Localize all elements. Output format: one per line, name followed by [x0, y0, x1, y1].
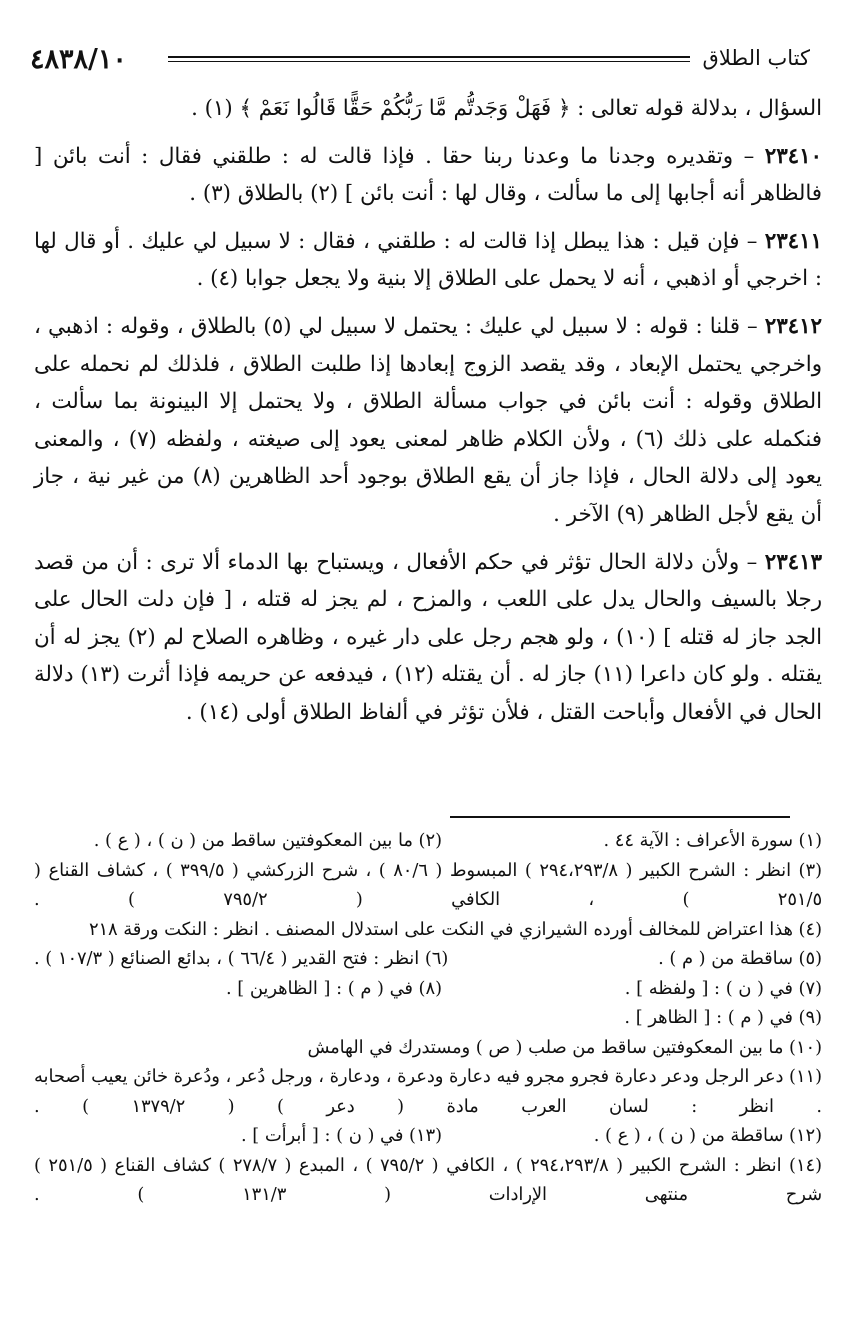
footnote-row — [34, 1121, 822, 1151]
paragraph-text: – قلنا : قوله : لا سبيل لي عليك : يحتمل لا سبيل لي (٥) بالطلاق ، وقوله : اذهبي ، واخرجي يحتمل الإبعاد ، وقد يقصد الزوج إبعادها إذا طلبت الطلاق ، فلذلك لم نحمله على الطلاق وقوله : أنت بائن في جواب مسألة الطلاق ، ولا يحتمل إلا البينونة بما سألت ، فنكمله على ذلك (٦) ، ولأن الكلام ظاهر لمعنى يعود إلى صيغته ، ولفظه (٧) ، والمعنى يعود إلى دلالة الحال ، فإذا جاز أن يقع الطلاق بوجود أحد الظاهرين (٨) من غير نية ، جاز أن يقع لأجل الظاهر (٩) الآخر . — [34, 313, 822, 527]
footnote-4: (٤) هذا اعتراض للمخالف أورده الشيرازي في النكت على استدلال المصنف . انظر : النكت ورقة ٢١٨ — [88, 918, 822, 940]
footnote-row — [34, 826, 822, 856]
paragraph-number: ٢٣٤١٠ — [764, 143, 822, 169]
footnote-9: (٩) في ( م ) : [ الظاهر ] . — [624, 1007, 822, 1028]
footnote-row — [34, 974, 822, 1004]
main-text — [34, 90, 822, 732]
footnote-14: (١٤) انظر : الشرح الكبير ( ٢٩٤،٢٩٣/٨ ) ، الكافي ( ٧٩٥/٢ ) ، المبدع ( ٢٧٨/٧ ) كشاف القناع ( ٢٥١/٥ ) شرح منتهى الإرادات ( ١٣١/٣ ) . — [34, 1154, 822, 1205]
footnote-12: (١٢) ساقطة من ( ن ) ، ( ع ) . — [593, 1125, 822, 1146]
footnotes — [34, 826, 822, 1210]
paragraph-text: – ولأن دلالة الحال تؤثر في حكم الأفعال ، ويستباح بها الدماء ألا ترى : أن من قصد رجلا بالسيف والحال يدل على اللعب ، والمزح ، لم يجز له قتله ، [ فإن دلت الحال على الجد جاز له قتله ] (١٠) ، ولو هجم رجل على دار غيره ، وظاهره الصلاح لم (٢) يجز له أن يقتله . ولو كان داعرا (١١) جاز له . أن يقتله (١٢) ، فيدفعه عن حريمه فإذا أثرت (١٣) دلالة الحال في الأفعال وأباحت القتل ، فلأن تؤثر في ألفاظ الطلاق أولى (١٤) . — [34, 549, 822, 725]
paragraph-23411 — [34, 223, 822, 298]
paragraph-text: – وتقديره وجدنا ما وعدنا ربنا حقا . فإذا قالت له : طلقني فقال : أنت بائن [ فالظاهر أنه أجابها إلى ما سألت ، وقال لها : أنت بائن ] (٢) بالطلاق (٣) . — [34, 143, 822, 207]
footnote-3: (٣) انظر : الشرح الكبير ( ٢٩٤،٢٩٣/٨ ) المبسوط ( ٨٠/٦ ) ، شرح الزركشي ( ٣٩٩/٥ ) ، كشاف القناع ( ٢٥١/٥ ) ، الكافي ( ٧٩٥/٢ ) . — [34, 859, 822, 910]
footnote-8: (٨) في ( م ) : [ الظاهرين ] . — [225, 977, 442, 999]
footnote-6: (٦) انظر : فتح القدير ( ٦٦/٤ ) ، بدائع الصنائع ( ١٠٧/٣ ) . — [34, 948, 449, 969]
footnote-5: (٥) ساقطة من ( م ) . — [658, 948, 822, 969]
footnote-separator — [450, 816, 790, 818]
paragraph-23410 — [34, 138, 822, 213]
paragraph-text: – فإن قيل : هذا يبطل إذا قالت له : طلقني ، فقال : لا سبيل لي عليك . أو قال لها : اخرجي أو اذهبي ، أنه لا يحمل على الطلاق إلا بنية ولا يجعل جوابا (٤) . — [34, 228, 822, 292]
page-number: ٤٨٣٨/١٠ — [30, 44, 127, 75]
footnote-7: (٧) في ( ن ) : [ ولفظه ] . — [624, 977, 822, 999]
footnote-row — [34, 944, 822, 974]
header-rule — [168, 56, 690, 62]
paragraph-intro: السؤال ، بدلالة قوله تعالى : ﴿ فَهَلْ وَجَدتُّم مَّا رَبُّكُمْ حَقًّا قَالُوا نَعَمْ ﴾ (١) . — [191, 96, 822, 121]
footnote-2: (٢) ما بين المعكوفتين ساقط من ( ن ) ، ( ع ) . — [93, 830, 442, 851]
footnote-13: (١٣) في ( ن ) : [ أبرأت ] . — [240, 1125, 442, 1146]
book-title: كتاب الطلاق — [702, 46, 810, 70]
page-header — [30, 44, 810, 78]
paragraph-23413 — [34, 544, 822, 732]
paragraph-number: ٢٣٤١٣ — [764, 549, 822, 575]
footnote-10: (١٠) ما بين المعكوفتين ساقط من صلب ( ص ) ومستدرك في الهامش — [307, 1036, 822, 1058]
paragraph-number: ٢٣٤١١ — [764, 228, 822, 254]
footnote-11: (١١) دعر الرجل ودعر دعارة فجرو مجرو فيه دعارة ودعرة ، ودعارة ، ورجل دُعر ، ودُعرة خائن يعيب أصحابه . انظر : لسان العرب مادة ( دعر ) ( ١٣٧٩/٢ ) . — [34, 1066, 822, 1117]
paragraph-23412 — [34, 308, 822, 534]
paragraph-number: ٢٣٤١٢ — [764, 313, 822, 339]
footnote-1: (١) سورة الأعراف : الآية ٤٤ . — [603, 830, 822, 851]
